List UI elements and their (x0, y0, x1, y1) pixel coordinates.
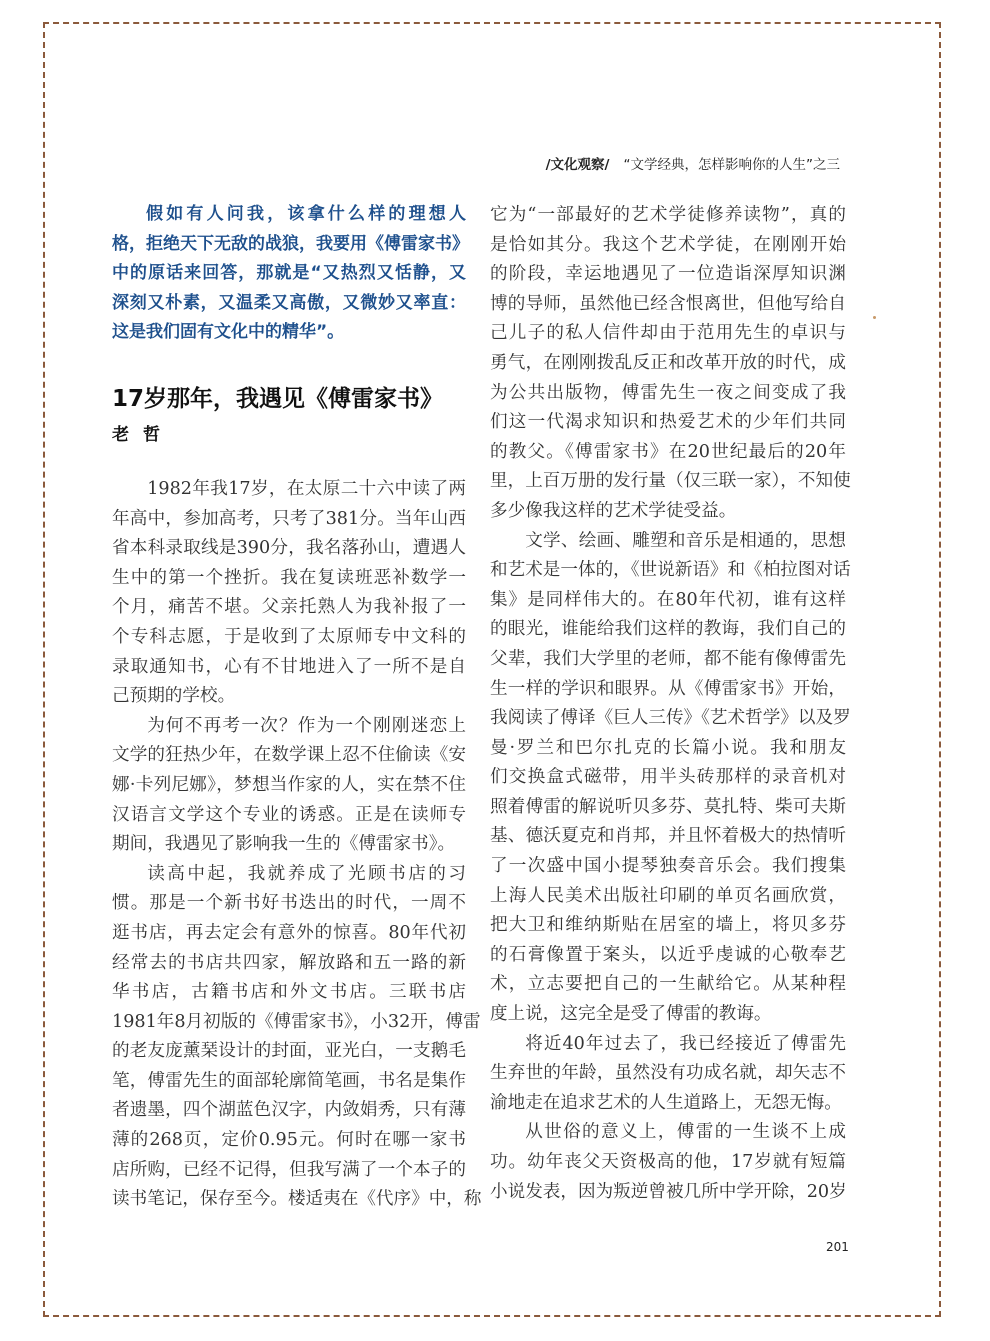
text-line: 里，上百万册的发行量（仅三联一家），不知使 (490, 471, 851, 492)
text-line: 生一样的学识和眼界。从《傅雷家书》开始， (490, 678, 846, 699)
text-line: 将近40年过去了，我已经接近了傅雷先 (525, 1033, 846, 1054)
text-line: 省本科录取线是390分，我名落孙山，遭遇人 (112, 538, 466, 559)
paragraph (112, 200, 469, 348)
right-column (490, 201, 851, 1207)
text-line: 基、德沃夏克和肖邦，并且怀着极大的热情听 (490, 826, 846, 847)
text-line: 期间，我遇见了影响我一生的《傅雷家书》。 (112, 834, 456, 855)
text-line: 曼·罗兰和巴尔扎克的长篇小说。我和朋友 (490, 737, 846, 758)
paragraph (112, 475, 466, 712)
text-line: 汉语言文学这个专业的诱惑。正是在读师专 (112, 804, 466, 825)
text-line: 上海人民美术出版社印刷的单页名画欣赏， (490, 885, 846, 906)
text-line: 功。幼年丧父天资极高的他，17岁就有短篇 (490, 1152, 846, 1172)
text-line: 华书店，古籍书店和外文书店。三联书店 (112, 982, 466, 1003)
text-line: 照着傅雷的解说听贝多芬、莫扎特、柴可夫斯 (490, 796, 846, 817)
paragraph (490, 1118, 846, 1207)
series-label: “文学经典，怎样影响你的人生”之三 (623, 157, 840, 173)
text-line: 个月，痛苦不堪。父亲托熟人为我补报了一 (112, 597, 466, 618)
text-line: 们这一代渴求知识和热爱艺术的少年们共同 (490, 412, 846, 433)
text-line: 渝地走在追求艺术的人生道路上，无怨无悔。 (490, 1092, 842, 1113)
text-line: 逛书店，再去定会有意外的惊喜。80年代初 (112, 922, 466, 943)
text-line: 们交换盒式磁带，用半头砖那样的录音机对 (490, 767, 846, 788)
text-line: 文学的狂热少年，在数学课上忍不住偷读《安 (112, 745, 466, 766)
text-line: 它为“一部最好的艺术学徒修养读物”，真的 (490, 205, 846, 225)
paragraph (490, 1030, 846, 1119)
text-line: 多少像我这样的艺术学徒受益。 (490, 500, 737, 521)
text-line: 是恰如其分。我这个艺术学徒，在刚刚开始 (490, 234, 846, 255)
text-line: 父辈，我们大学里的老师，都不能有像傅雷先 (490, 648, 846, 669)
text-line: 格，拒绝天下无敌的战狼，我要用《傅雷家书》 (112, 233, 469, 254)
text-line: 的眼光，谁能给我们这样的教诲，我们自己的 (490, 619, 846, 640)
intro-quote (112, 200, 469, 348)
text-line: 了一次盛中国小提琴独奏音乐会。我们搜集 (490, 856, 846, 877)
text-line: 己预期的学校。 (112, 686, 236, 707)
text-line: 的石膏像置于案头，以近乎虔诚的心敬奉艺 (490, 944, 846, 965)
text-line: 的老友庞薰琹设计的封面，亚光白，一支鹅毛 (112, 1041, 466, 1062)
text-line: 店所购，已经不记得，但我写满了一个本子的 (112, 1159, 466, 1180)
text-line: 生弃世的年龄，虽然没有功成名就，却矢志不 (490, 1063, 846, 1084)
paragraph (490, 527, 851, 1030)
paragraph (112, 860, 482, 1215)
text-line: 术，立志要把自己的一生献给它。从某种程 (490, 974, 846, 995)
text-line: 勇气，在刚刚拨乱反正和改革开放的时代，成 (490, 352, 846, 373)
text-line: 薄的268页，定价0.95元。何时在哪一家书 (112, 1130, 466, 1151)
text-line: 己儿子的私人信件却由于范用先生的卓识与 (490, 323, 846, 344)
text-line: 中的原话来回答，那就是“又热烈又恬静，又 (112, 263, 466, 284)
article-title: 17岁那年，我遇见《傅雷家书》 (112, 386, 444, 412)
text-line: 为何不再考一次？作为一个刚刚迷恋上 (147, 715, 466, 736)
text-line: 1981年8月初版的《傅雷家书》，小32开，傅雷 (112, 1011, 481, 1032)
text-line: 深刻又朴素，又温柔又高傲，又微妙又率直： (112, 292, 466, 313)
text-line: 经常去的书店共四家，解放路和五一路的新 (112, 952, 466, 973)
paragraph (490, 201, 851, 527)
text-line: 和艺术是一体的，《世说新语》和《柏拉图对话 (490, 560, 851, 581)
page-number: 201 (826, 1240, 849, 1254)
text-line: 为公共出版物，傅雷先生一夜之间变成了我 (490, 382, 846, 403)
text-line: 度上说，这完全是受了傅雷的教诲。 (490, 1004, 772, 1025)
text-line: 笔，傅雷先生的面部轮廓简笔画，书名是集作 (112, 1070, 466, 1091)
text-line: 把大卫和维纳斯贴在居室的墙上，将贝多芬 (490, 915, 846, 936)
text-line: 者遗墨，四个湖蓝色汉字，内敛娟秀，只有薄 (112, 1100, 466, 1121)
text-line: 文学、绘画、雕塑和音乐是相通的，思想 (525, 530, 846, 551)
text-line: 娜·卡列尼娜》，梦想当作家的人，实在禁不住 (112, 774, 466, 795)
article-author: 老哲 (112, 425, 174, 445)
text-line: 的教父。《傅雷家书》在20世纪最后的20年 (490, 441, 846, 462)
text-line: 年高中，参加高考，只考了381分。当年山西 (112, 508, 466, 529)
text-line: 我阅读了傅译《巨人三传》《艺术哲学》以及罗 (490, 708, 851, 729)
text-line: 个专科志愿，于是收到了太原师专中文科的 (112, 626, 466, 647)
text-line: 读书笔记，保存至今。楼适夷在《代序》中，称 (112, 1189, 482, 1210)
text-line: 博的导师，虽然他已经含恨离世，但他写给自 (490, 293, 846, 314)
text-line: 录取通知书，心有不甘地进入了一所不是自 (112, 656, 466, 677)
running-header (500, 153, 840, 173)
text-line: 生中的第一个挫折。我在复读班恶补数学一 (112, 567, 466, 588)
text-line: 小说发表，因为叛逆曾被几所中学开除，20岁 (490, 1181, 847, 1202)
text-line: 惯。那是一个新书好书迭出的时代，一周不 (112, 893, 466, 914)
text-line: 1982年我17岁，在太原二十六中读了两 (147, 479, 466, 499)
paragraph (112, 712, 466, 860)
text-line: 从世俗的意义上，傅雷的一生谈不上成 (525, 1122, 846, 1143)
text-line: 的阶段，幸运地遇见了一位造诣深厚知识渊 (490, 264, 846, 285)
text-line: 假如有人问我，该拿什么样的理想人 (146, 204, 466, 224)
text-line: 读高中起，我就养成了光顾书店的习 (147, 863, 466, 884)
text-line: 这是我们固有文化中的精华”。 (112, 322, 345, 343)
section-label: /文化观察/ (545, 157, 610, 173)
scan-speck (873, 316, 876, 319)
left-column (112, 475, 482, 1215)
text-line: 集》是同样伟大的。在80年代初，谁有这样 (490, 589, 846, 610)
